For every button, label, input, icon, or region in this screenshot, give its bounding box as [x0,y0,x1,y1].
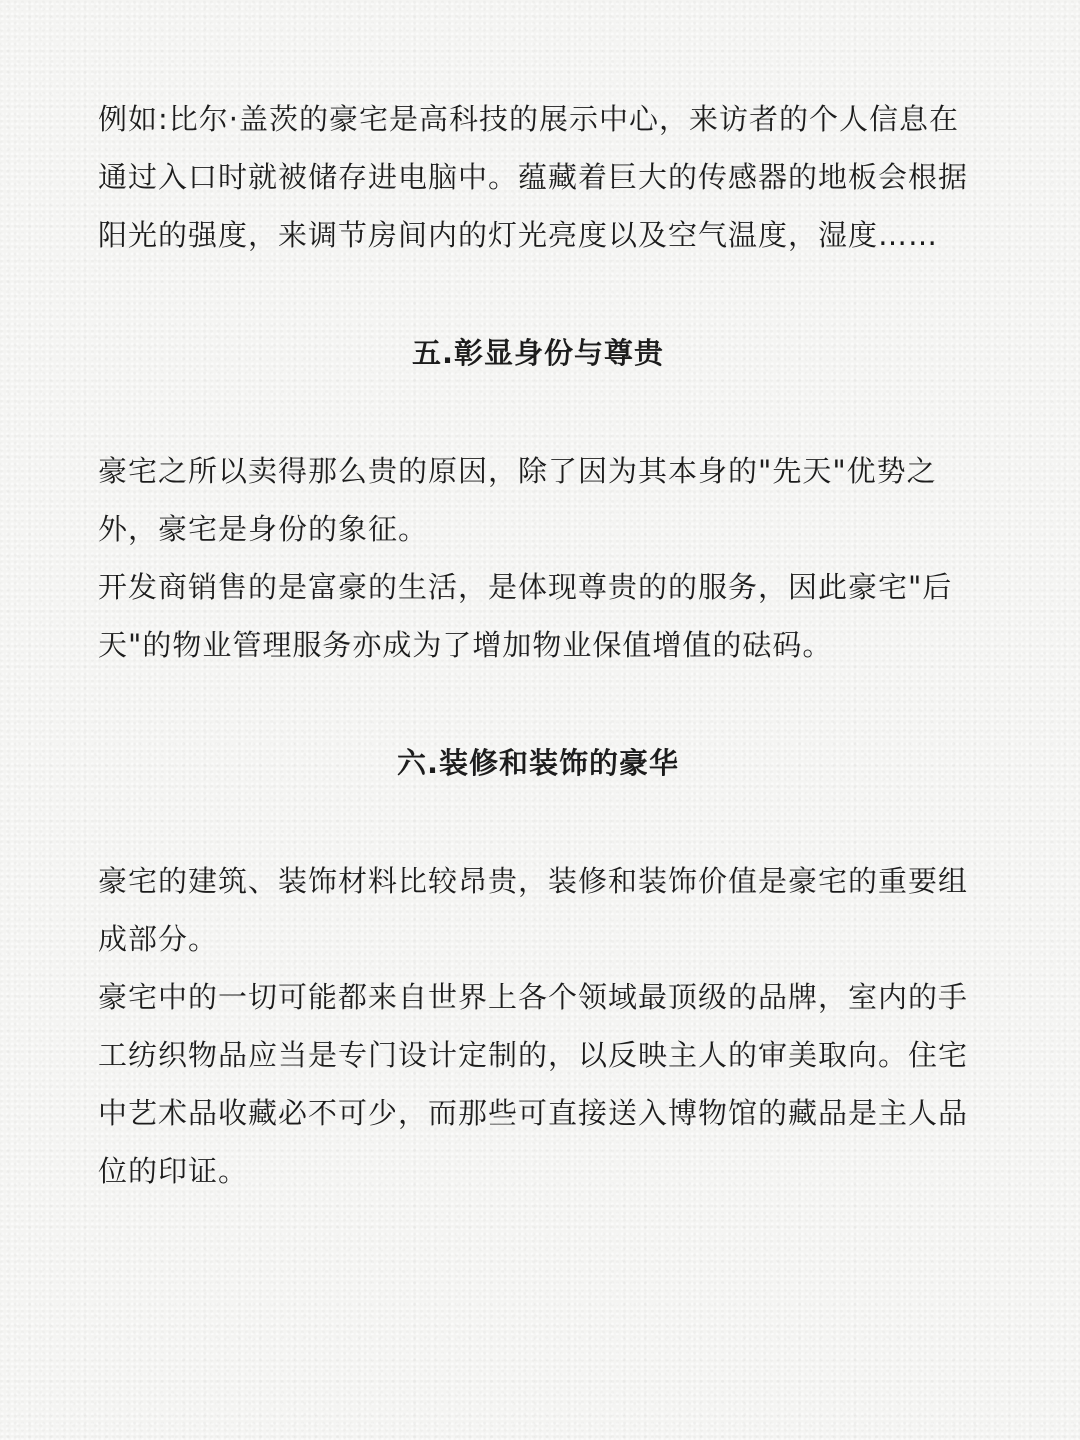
paragraph-brands-art: 豪宅中的一切可能都来自世界上各个领域最顶级的品牌，室内的手工纺织物品应当是专门设计定制的，以反映主人的审美取向。住宅中艺术品收藏必不可少，而那些可直接送入博物馆的藏品是主人品位的印证。 [98,980,969,1188]
spacer [98,382,978,442]
section-heading-6: 六.装修和装饰的豪华 [396,746,680,780]
paragraph-bill-gates: 例如:比尔·盖茨的豪宅是高科技的展示中心，来访者的个人信息在通过入口时就被储存进电脑中。蕴藏着巨大的传感器的地板会根据阳光的强度，来调节房间内的灯光亮度以及空气温度，湿度…… [98,102,969,252]
spacer [98,792,978,852]
spacer [98,674,978,734]
section-heading-5: 五.彰显身份与尊贵 [411,336,665,370]
paragraph-materials: 豪宅的建筑、装饰材料比较昂贵，装修和装饰价值是豪宅的重要组成部分。 [98,864,969,956]
paragraph-property-service: 开发商销售的是富豪的生活，是体现尊贵的的服务，因此豪宅"后天"的物业管理服务亦成为了增加物业保值增值的砝码。 [98,570,953,662]
paragraph-status-symbol: 豪宅之所以卖得那么贵的原因，除了因为其本身的"先天"优势之外，豪宅是身份的象征。 [98,454,937,546]
spacer [98,264,978,324]
article-body [98,90,978,1200]
